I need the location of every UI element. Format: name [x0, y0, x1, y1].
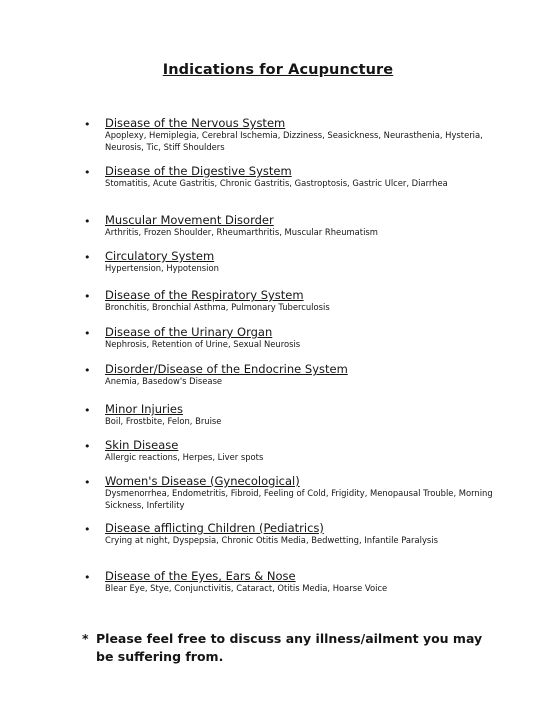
indication-details: Bronchitis, Bronchial Asthma, Pulmonary Tuberculosis — [105, 302, 330, 312]
closing-note-text: Please feel free to discuss any illness/ailment you may be suffering from. — [96, 631, 483, 664]
indication-details: Blear Eye, Stye, Conjunctivitis, Cataract, Otitis Media, Hoarse Voice — [105, 583, 388, 593]
bullet-icon: • — [84, 166, 91, 179]
bullet-icon: • — [84, 476, 91, 489]
bullet-icon: • — [84, 290, 91, 303]
indication-heading: Disease of the Nervous System — [105, 116, 286, 130]
bullet-icon: • — [84, 404, 91, 417]
indication-details: Anemia, Basedow's Disease — [105, 376, 223, 386]
bullet-icon: • — [84, 251, 91, 264]
indication-heading: Disease of the Eyes, Ears & Nose — [105, 569, 296, 583]
indication-heading: Disease afflicting Children (Pediatrics) — [105, 521, 324, 535]
bullet-icon: • — [84, 364, 91, 377]
indication-heading: Disease of the Urinary Organ — [105, 325, 273, 339]
indication-heading: Circulatory System — [105, 249, 215, 263]
bullet-icon: • — [84, 327, 91, 340]
indication-details: Stomatitis, Acute Gastritis, Chronic Gastritis, Gastroptosis, Gastric Ulcer, Diarrhea — [105, 178, 448, 188]
indication-details: Apoplexy, Hemiplegia, Cerebral Ischemia, Dizziness, Seasickness, Neurasthenia, Hysteria, Neurosis, Tic, Stiff Shoulders — [105, 130, 483, 152]
indication-details: Hypertension, Hypotension — [105, 263, 219, 273]
indication-heading: Women's Disease (Gynecological) — [105, 474, 300, 488]
bullet-icon: • — [84, 571, 91, 584]
bullet-icon: • — [84, 523, 91, 536]
indication-details: Dysmenorrhea, Endometritis, Fibroid, Feeling of Cold, Frigidity, Menopausal Trouble, Morning Sickness, Infertility — [105, 488, 493, 510]
asterisk-icon: * — [82, 631, 89, 646]
indication-details: Arthritis, Frozen Shoulder, Rheumarthritis, Muscular Rheumatism — [105, 227, 378, 237]
indication-heading: Skin Disease — [105, 438, 179, 452]
document-title: Indications for Acupuncture — [162, 62, 394, 78]
indication-heading: Disorder/Disease of the Endocrine System — [105, 362, 348, 376]
bullet-icon: • — [84, 440, 91, 453]
indication-details: Crying at night, Dyspepsia, Chronic Otitis Media, Bedwetting, Infantile Paralysis — [105, 535, 438, 545]
indication-heading: Muscular Movement Disorder — [105, 213, 274, 227]
indication-heading: Disease of the Respiratory System — [105, 288, 304, 302]
indication-details: Nephrosis, Retention of Urine, Sexual Neurosis — [105, 339, 301, 349]
indication-details: Boil, Frostbite, Felon, Bruise — [105, 416, 222, 426]
indication-heading: Minor Injuries — [105, 402, 183, 416]
bullet-icon: • — [84, 215, 91, 228]
indication-details: Allergic reactions, Herpes, Liver spots — [105, 452, 264, 462]
bullet-icon: • — [84, 118, 91, 131]
indication-heading: Disease of the Digestive System — [105, 164, 292, 178]
